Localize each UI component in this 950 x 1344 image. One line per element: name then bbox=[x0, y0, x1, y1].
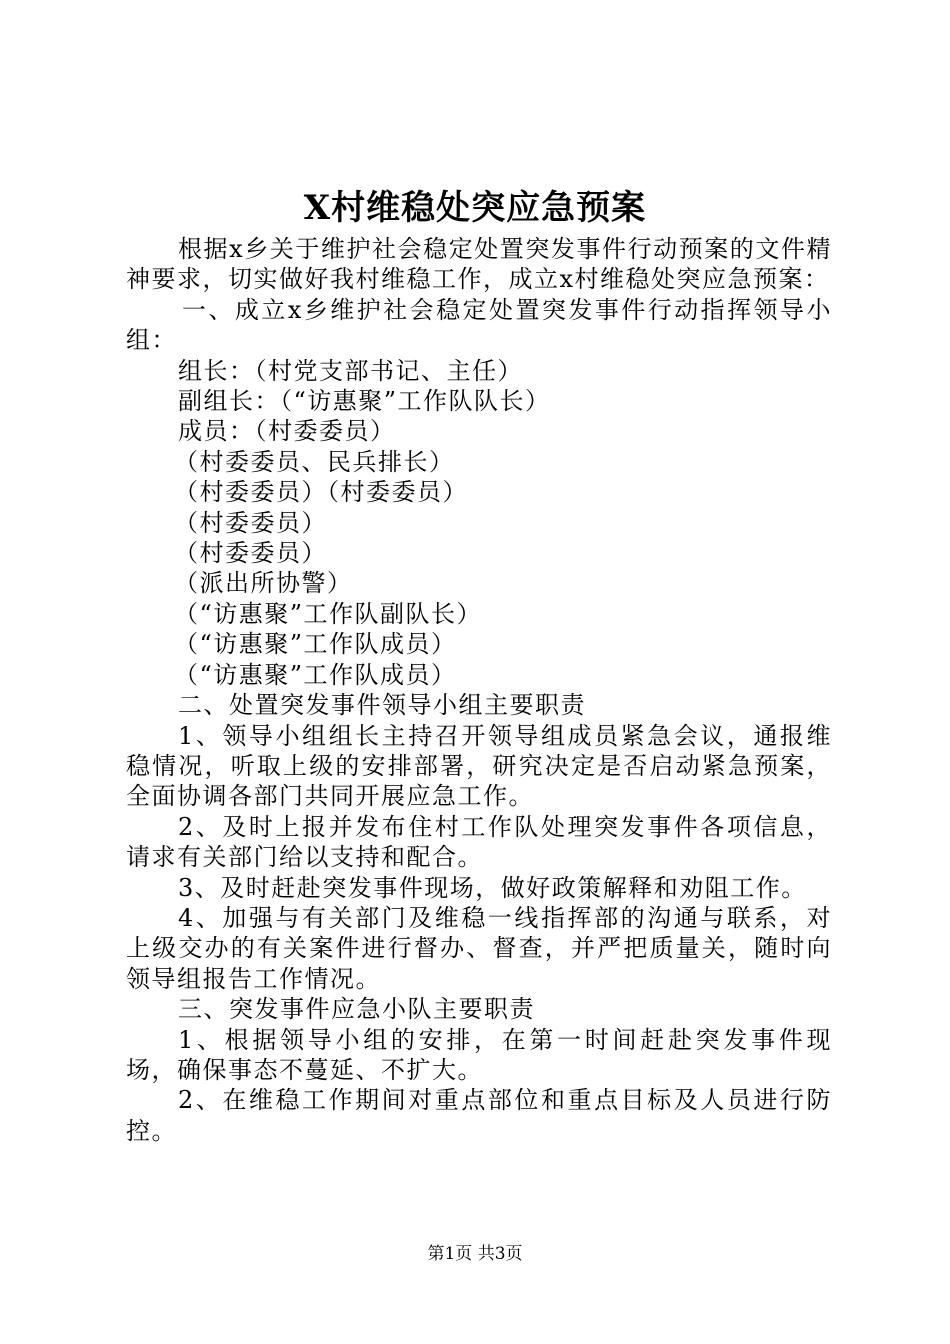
page-footer: 第1页 共3页 bbox=[427, 1244, 523, 1264]
member-line: （村委委员） bbox=[174, 539, 327, 568]
document-body bbox=[126, 234, 832, 1146]
section-1-heading: 一、成立x乡维护社会稳定处置突发事件行动指挥领导小组： bbox=[126, 295, 832, 355]
section-2-item: 2、及时上报并发布住村工作队处理突发事件各项信息，请求有关部门给以支持和配合。 bbox=[126, 812, 832, 872]
section-3-item: 1、根据领导小组的安排，在第一时间赶赴突发事件现场，确保事态不蔓延、不扩大。 bbox=[126, 1025, 832, 1084]
member-line: （村委委员）（村委委员） bbox=[174, 478, 468, 507]
section-2-heading: 二、处置突发事件领导小组主要职责 bbox=[178, 691, 586, 720]
deputy-line: 副组长：（“访惠聚”工作队队长） bbox=[178, 387, 551, 416]
section-2-item: 4、加强与有关部门及维稳一线指挥部的沟通与联系，对上级交办的有关案件进行督办、督查，并严把质量关，随时向领导组报告工作情况。 bbox=[126, 903, 832, 993]
section-3-heading: 三、突发事件应急小队主要职责 bbox=[178, 995, 535, 1024]
member-line: （村委委员） bbox=[174, 508, 327, 537]
leader-line: 组长：（村党支部书记、主任） bbox=[178, 356, 523, 385]
section-2-item: 3、及时赶赴突发事件现场，做好政策解释和劝阻工作。 bbox=[178, 873, 807, 902]
member-line: （“访惠聚”工作队成员） bbox=[174, 660, 457, 689]
section-3-item: 2、在维稳工作期间对重点部位和重点目标及人员进行防控。 bbox=[126, 1086, 832, 1145]
member-line: （派出所协警） bbox=[174, 569, 353, 598]
members-label: 成员：（村委委员） bbox=[178, 417, 396, 446]
intro-paragraph: 根据x乡关于维护社会稳定处置突发事件行动预案的文件精神要求，切实做好我村维稳工作，成立x村维稳处突应急预案： bbox=[126, 235, 832, 294]
section-2-item: 1、领导小组组长主持召开领导组成员紧急会议，通报维稳情况，听取上级的安排部署，研究决定是否启动紧急预案，全面协调各部门共同开展应急工作。 bbox=[126, 721, 832, 811]
member-line: （“访惠聚”工作队成员） bbox=[174, 630, 457, 659]
document-title: X村维稳处突应急预案 bbox=[303, 188, 647, 228]
member-line: （“访惠聚”工作队副队长） bbox=[174, 599, 483, 628]
member-line: （村委委员、民兵排长） bbox=[174, 447, 455, 476]
